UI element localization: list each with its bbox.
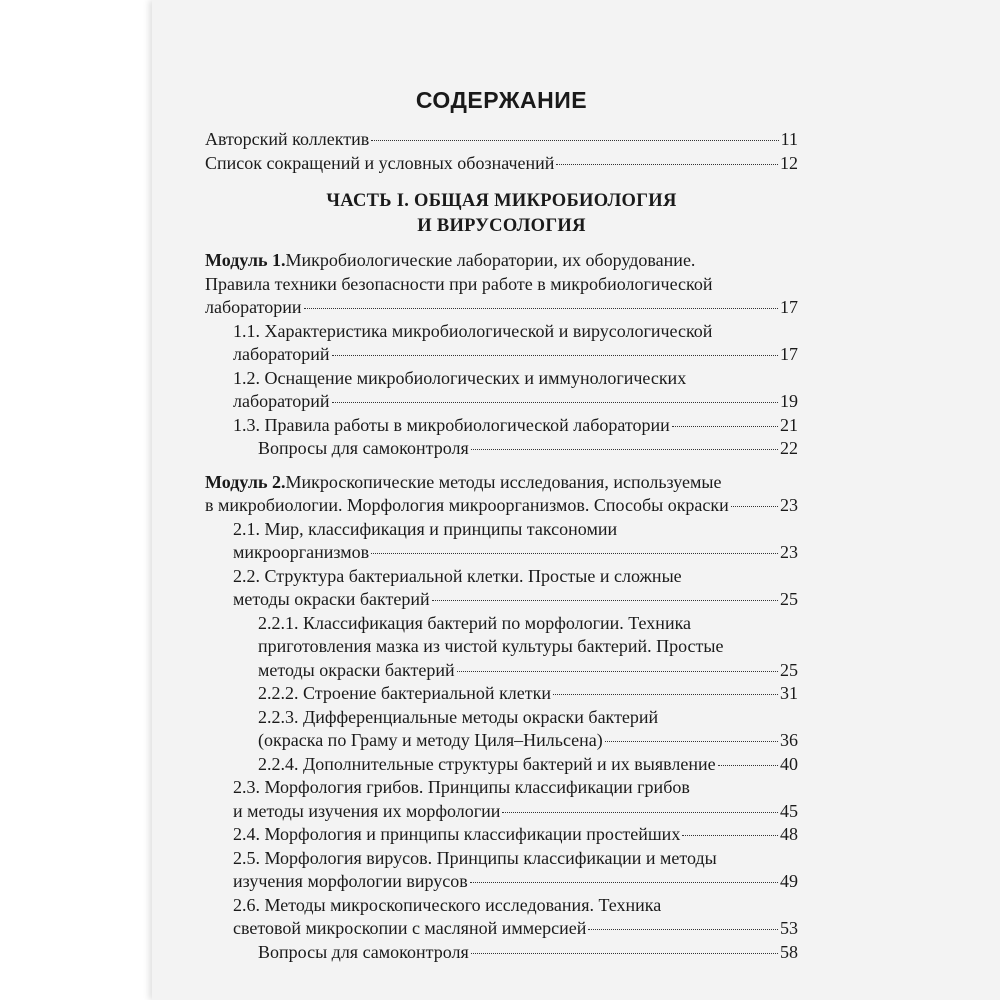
dot-leader: [432, 600, 778, 601]
dot-leader: [332, 355, 778, 356]
toc-entry: 2.2. Структура бактериальной клетки. Простые и сложные методы окраски бактерий 25: [205, 565, 798, 612]
toc-entry-abbreviations: Список сокращений и условных обозначений 12: [205, 152, 798, 176]
toc-entry-self-check: Вопросы для самоконтроля 22: [205, 437, 798, 461]
toc-entry: 2.1. Мир, классификация и принципы таксономии микроорганизмов 23: [205, 518, 798, 565]
toc-entry: 1.1. Характеристика микробиологической и вирусологической лабораторий 17: [205, 320, 798, 367]
toc-entry: 1.2. Оснащение микробиологических и иммунологических лабораторий 19: [205, 367, 798, 414]
dot-leader: [471, 953, 778, 954]
dot-leader: [304, 308, 778, 309]
module-label: Модуль 1.: [205, 250, 286, 270]
page-number: 25: [780, 589, 798, 609]
page-number: 25: [780, 659, 798, 680]
page-title: СОДЕРЖАНИЕ: [415, 87, 588, 113]
toc-entry-self-check: Вопросы для самоконтроля 58: [205, 941, 798, 965]
toc-entry: 2.4. Морфология и принципы классификации простейших 48: [205, 823, 798, 847]
dot-leader: [605, 741, 778, 742]
toc-module-2: Модуль 2. Микроскопические методы исследования, используемые в микробиологии. Морфология микроорганизмов. Способы окраски 23: [205, 471, 798, 518]
page-number: 23: [780, 542, 798, 562]
dot-leader: [682, 835, 778, 836]
page-number: 36: [780, 730, 798, 750]
toc-subentry: 2.2.4. Дополнительные структуры бактерий и их выявление 40: [205, 753, 798, 777]
toc-subentry: 2.2.1. Классификация бактерий по морфологии. Техника приготовления мазка из чистой культуры бактерий. Простые методы окраски бактерий 25: [205, 612, 798, 683]
page-number: 40: [780, 753, 798, 774]
page-number: 17: [780, 344, 798, 364]
dot-leader: [332, 402, 778, 403]
table-of-contents: [205, 86, 798, 964]
part-heading: ЧАСТЬ I. ОБЩАЯ МИКРОБИОЛОГИЯ И ВИРУСОЛОГИЯ: [326, 191, 677, 236]
toc-entry-authors: Авторский коллектив 11: [205, 128, 798, 152]
page-number: 48: [780, 824, 798, 844]
dot-leader: [371, 140, 778, 141]
page-number: 21: [780, 414, 798, 435]
page-number: 22: [780, 438, 798, 458]
page-number: 12: [780, 152, 798, 173]
toc-module-1: Модуль 1. Микробиологические лаборатории, их оборудование. Правила техники безопасности при работе в микробиологической лаборатории 17: [205, 249, 798, 320]
dot-leader: [502, 812, 778, 813]
toc-entry: 2.6. Методы микроскопического исследования. Техника световой микроскопии с масляной иммерсией 53: [205, 894, 798, 941]
page-number: 31: [780, 683, 798, 703]
dot-leader: [371, 553, 778, 554]
page-number: 11: [780, 129, 798, 149]
dot-leader: [672, 426, 778, 427]
toc-entry: 1.3. Правила работы в микробиологической лаборатории 21: [205, 414, 798, 438]
page-number: 17: [780, 297, 798, 317]
toc-entry: 2.3. Морфология грибов. Принципы классификации грибов и методы изучения их морфологии 45: [205, 776, 798, 823]
page-number: 49: [780, 871, 798, 891]
dot-leader: [731, 506, 778, 507]
toc-subentry: 2.2.2. Строение бактериальной клетки 31: [205, 682, 798, 706]
page-number: 53: [780, 918, 798, 938]
dot-leader: [553, 694, 778, 695]
dot-leader: [588, 929, 778, 930]
page-number: 23: [780, 495, 798, 515]
toc-entry: 2.5. Морфология вирусов. Принципы классификации и методы изучения морфологии вирусов 49: [205, 847, 798, 894]
dot-leader: [457, 671, 778, 672]
dot-leader: [470, 882, 778, 883]
dot-leader: [718, 765, 778, 766]
dot-leader: [556, 164, 778, 165]
module-label: Модуль 2.: [205, 471, 286, 492]
toc-subentry: 2.2.3. Дифференциальные методы окраски бактерий (окраска по Граму и методу Циля–Нильсена) 36: [205, 706, 798, 753]
dot-leader: [471, 449, 778, 450]
page-number: 19: [780, 391, 798, 411]
page-number: 45: [780, 800, 798, 821]
page-number: 58: [780, 941, 798, 962]
